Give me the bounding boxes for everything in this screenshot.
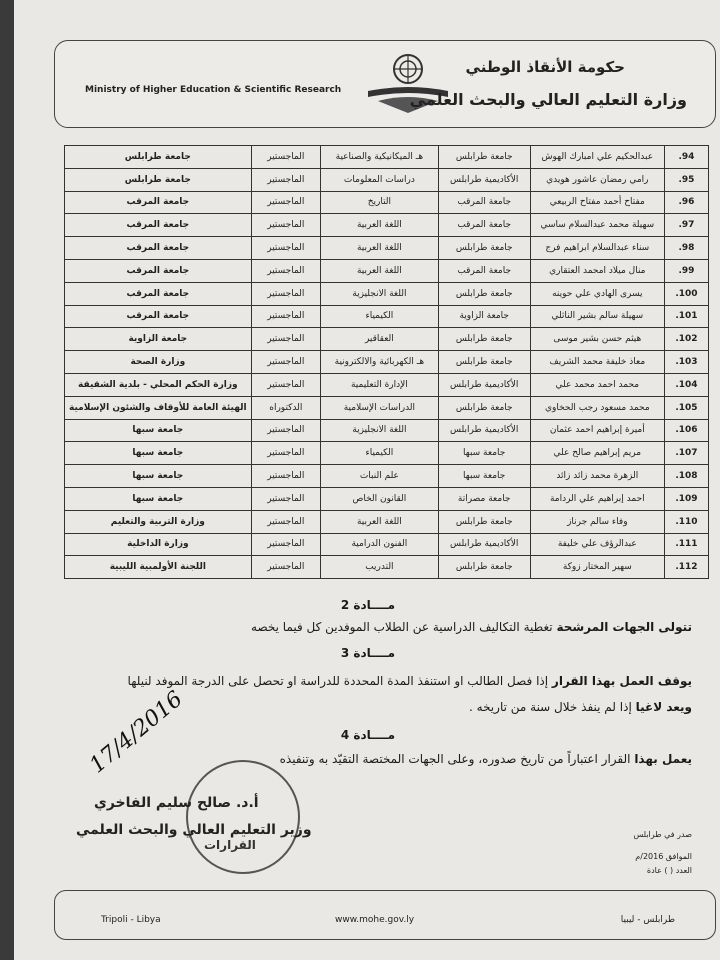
article-2-heading: مــــادة 2 <box>340 598 395 612</box>
study-field: الدراسات الإسلامية <box>321 396 439 419</box>
article-3-text-2: إذا لم ينفذ خلال سنة من تاريخه . <box>469 700 632 714</box>
study-field: اللغة الانجليزية <box>321 282 439 305</box>
article-4-text: القرار اعتباراً من تاريخ صدوره، وعلى الجهات المختصة التقيّد به وتنفيذه <box>279 752 631 766</box>
study-field: العقاقير <box>321 328 439 351</box>
study-field: الإدارة التعليمية <box>321 373 439 396</box>
study-institution: الأكاديمية طرابلس <box>438 373 530 396</box>
study-field: علم النبات <box>321 465 439 488</box>
row-number: 103. <box>664 351 708 374</box>
student-name: سناء عبدالسلام ابراهيم فرج <box>530 237 664 260</box>
official-stamp-icon <box>186 760 300 874</box>
employer: جامعة المرقب <box>65 259 252 282</box>
article-2-text: تغطية التكاليف الدراسية عن الطلاب الموفدين كل فيما يخصه <box>251 620 553 634</box>
row-number: 111. <box>664 533 708 556</box>
student-name: أميرة إبراهيم احمد عثمان <box>530 419 664 442</box>
row-number: 95. <box>664 168 708 191</box>
table-row <box>65 442 709 465</box>
employer: وزارة الصحة <box>65 351 252 374</box>
study-institution: جامعة طرابلس <box>438 328 530 351</box>
degree: الماجستير <box>251 465 320 488</box>
table-row <box>65 373 709 396</box>
article-4-lead: يعمل بهذا <box>634 752 692 766</box>
article-3-lead-2: ويعد لاغيا <box>635 700 692 714</box>
table-row <box>65 237 709 260</box>
table-row <box>65 351 709 374</box>
student-name: يسرى الهادي علي حوينه <box>530 282 664 305</box>
study-field: اللغة الانجليزية <box>321 419 439 442</box>
degree: الماجستير <box>251 442 320 465</box>
article-2-body <box>251 620 692 634</box>
study-field: التدريب <box>321 556 439 579</box>
study-field: هـ الكهربائية والالكترونية <box>321 351 439 374</box>
row-number: 104. <box>664 373 708 396</box>
study-field: هـ الميكانيكية والصناعية <box>321 146 439 169</box>
row-number: 99. <box>664 259 708 282</box>
employer: جامعة المرقب <box>65 282 252 305</box>
article-3-body <box>128 674 692 688</box>
employer: اللجنة الأولمبية الليبية <box>65 556 252 579</box>
table-row <box>65 214 709 237</box>
employer: جامعة الزاوية <box>65 328 252 351</box>
employer: جامعة المرقب <box>65 237 252 260</box>
degree: الماجستير <box>251 305 320 328</box>
article-3-lead: يوقف العمل بهذا القرار <box>551 674 692 688</box>
employer: الهيئة العامة للأوقاف والشئون الإسلامية <box>65 396 252 419</box>
student-name: رامي رمضان عاشور هويدي <box>530 168 664 191</box>
degree: الماجستير <box>251 487 320 510</box>
study-field: الكيمياء <box>321 305 439 328</box>
degree: الماجستير <box>251 168 320 191</box>
degree: الماجستير <box>251 214 320 237</box>
employer: جامعة سبها <box>65 487 252 510</box>
employer: وزارة الحكم المحلي - بلدية الشقيقة <box>65 373 252 396</box>
table-row <box>65 282 709 305</box>
students-table <box>64 145 709 579</box>
employer: وزارة الداخلية <box>65 533 252 556</box>
study-field: التاريخ <box>321 191 439 214</box>
study-institution: الأكاديمية طرابلس <box>438 419 530 442</box>
issue-date: الموافق 2016/م <box>635 852 692 861</box>
degree: الماجستير <box>251 419 320 442</box>
employer: جامعة المرقب <box>65 305 252 328</box>
student-name: وفاء سالم جرناز <box>530 510 664 533</box>
study-field: اللغة العربية <box>321 510 439 533</box>
handwritten-date: 17/4/2016 <box>85 686 188 779</box>
employer: جامعة المرقب <box>65 191 252 214</box>
table-row <box>65 419 709 442</box>
study-institution: جامعة طرابلس <box>438 351 530 374</box>
table-row <box>65 259 709 282</box>
student-name: سهيلة سالم بشير الناثلي <box>530 305 664 328</box>
student-name: مريم إبراهيم صالح علي <box>530 442 664 465</box>
table-row <box>65 465 709 488</box>
study-institution: جامعة طرابلس <box>438 510 530 533</box>
degree: الماجستير <box>251 373 320 396</box>
ministry-title-arabic: وزارة التعليم العالي والبحث العلمي <box>409 90 687 109</box>
employer: جامعة سبها <box>65 442 252 465</box>
degree: الماجستير <box>251 351 320 374</box>
employer: جامعة المرقب <box>65 214 252 237</box>
row-number: 112. <box>664 556 708 579</box>
article-3-body-2 <box>469 700 692 714</box>
document-page <box>14 0 720 960</box>
study-institution: جامعة المرقب <box>438 214 530 237</box>
table-row <box>65 556 709 579</box>
study-field: الكيمياء <box>321 442 439 465</box>
degree: الماجستير <box>251 556 320 579</box>
article-2-lead: تتولى الجهات المرشحة <box>556 620 692 634</box>
study-institution: جامعة المرقب <box>438 259 530 282</box>
student-name: عبدالحكيم علي امبارك الهوش <box>530 146 664 169</box>
degree: الماجستير <box>251 533 320 556</box>
row-number: 98. <box>664 237 708 260</box>
study-institution: جامعة طرابلس <box>438 282 530 305</box>
student-name: هيثم حسن بشير موسى <box>530 328 664 351</box>
table-row <box>65 510 709 533</box>
table-row <box>65 191 709 214</box>
study-field: اللغة العربية <box>321 259 439 282</box>
row-number: 109. <box>664 487 708 510</box>
article-4-heading: مــــادة 4 <box>340 728 395 742</box>
study-institution: جامعة الزاوية <box>438 305 530 328</box>
student-name: عبدالرؤف علي خليفة <box>530 533 664 556</box>
signatory-name: أ.د. صالح سليم الفاخري <box>94 795 259 811</box>
row-number: 110. <box>664 510 708 533</box>
table-row <box>65 328 709 351</box>
row-number: 107. <box>664 442 708 465</box>
student-name: محمد مسعود رجب الحخاوي <box>530 396 664 419</box>
degree: الدكتوراه <box>251 396 320 419</box>
study-field: اللغة العربية <box>321 237 439 260</box>
degree: الماجستير <box>251 510 320 533</box>
student-name: سهير المختار زوكة <box>530 556 664 579</box>
study-institution: الأكاديمية طرابلس <box>438 533 530 556</box>
article-4-body <box>280 752 692 766</box>
footer-city-arabic: طرابلس - ليبيا <box>620 915 675 925</box>
study-institution: جامعة طرابلس <box>438 237 530 260</box>
row-number: 96. <box>664 191 708 214</box>
degree: الماجستير <box>251 259 320 282</box>
employer: جامعة سبها <box>65 419 252 442</box>
student-name: احمد إبراهيم علي الردامة <box>530 487 664 510</box>
degree: الماجستير <box>251 146 320 169</box>
row-number: 94. <box>664 146 708 169</box>
study-institution: جامعة سبها <box>438 442 530 465</box>
study-institution: جامعة سبها <box>438 465 530 488</box>
study-institution: جامعة المرقب <box>438 191 530 214</box>
row-number: 101. <box>664 305 708 328</box>
row-number: 102. <box>664 328 708 351</box>
row-number: 100. <box>664 282 708 305</box>
study-institution: جامعة طرابلس <box>438 396 530 419</box>
article-3-text: إذا فصل الطالب او استنفذ المدة المحددة للدراسة او تحصل على الدرجة الموفد لنيلها <box>127 674 549 688</box>
footer-city-english: Tripoli - Libya <box>101 915 161 925</box>
table-row <box>65 168 709 191</box>
study-institution: جامعة طرابلس <box>438 556 530 579</box>
student-name: سهيلة محمد عبدالسلام ساسي <box>530 214 664 237</box>
employer: جامعة طرابلس <box>65 146 252 169</box>
degree: الماجستير <box>251 282 320 305</box>
signatory-title: وزير التعليم العالي والبحث العلمي <box>76 822 312 838</box>
issue-number: العدد ( ) عادة <box>646 866 692 875</box>
student-name: منال ميلاد امحمد العتقاري <box>530 259 664 282</box>
study-field: اللغة العربية <box>321 214 439 237</box>
degree: الماجستير <box>251 328 320 351</box>
footer-website: www.mohe.gov.ly <box>335 915 415 925</box>
row-number: 106. <box>664 419 708 442</box>
table-row <box>65 533 709 556</box>
letterhead <box>54 40 716 128</box>
article-3-heading: مــــادة 3 <box>340 646 395 660</box>
study-institution: جامعة مصراتة <box>438 487 530 510</box>
row-number: 105. <box>664 396 708 419</box>
study-institution: جامعة طرابلس <box>438 146 530 169</box>
government-title: حكومة الأنقاذ الوطني <box>465 58 625 76</box>
table-row <box>65 487 709 510</box>
row-number: 97. <box>664 214 708 237</box>
study-field: الفنون الدرامية <box>321 533 439 556</box>
study-field: دراسات المعلومات <box>321 168 439 191</box>
employer: جامعة سبها <box>65 465 252 488</box>
student-name: مفتاح أحمد مفتاح الربيعي <box>530 191 664 214</box>
ministry-name-english: Ministry of Higher Education & Scientific Research <box>85 85 342 95</box>
study-institution: الأكاديمية طرابلس <box>438 168 530 191</box>
issue-place: صدر في طرابلس <box>633 830 692 839</box>
table-row <box>65 146 709 169</box>
page-footer <box>54 890 716 940</box>
degree: الماجستير <box>251 191 320 214</box>
table-row <box>65 305 709 328</box>
student-name: معاذ خليفة محمد الشريف <box>530 351 664 374</box>
degree: الماجستير <box>251 237 320 260</box>
stamp-label: القرارات <box>204 838 256 852</box>
student-name: الزهرة محمد زائد زائد <box>530 465 664 488</box>
table-row <box>65 396 709 419</box>
row-number: 108. <box>664 465 708 488</box>
student-name: محمد احمد محمد علي <box>530 373 664 396</box>
study-field: القانون الخاص <box>321 487 439 510</box>
employer: وزارة التربية والتعليم <box>65 510 252 533</box>
employer: جامعة طرابلس <box>65 168 252 191</box>
